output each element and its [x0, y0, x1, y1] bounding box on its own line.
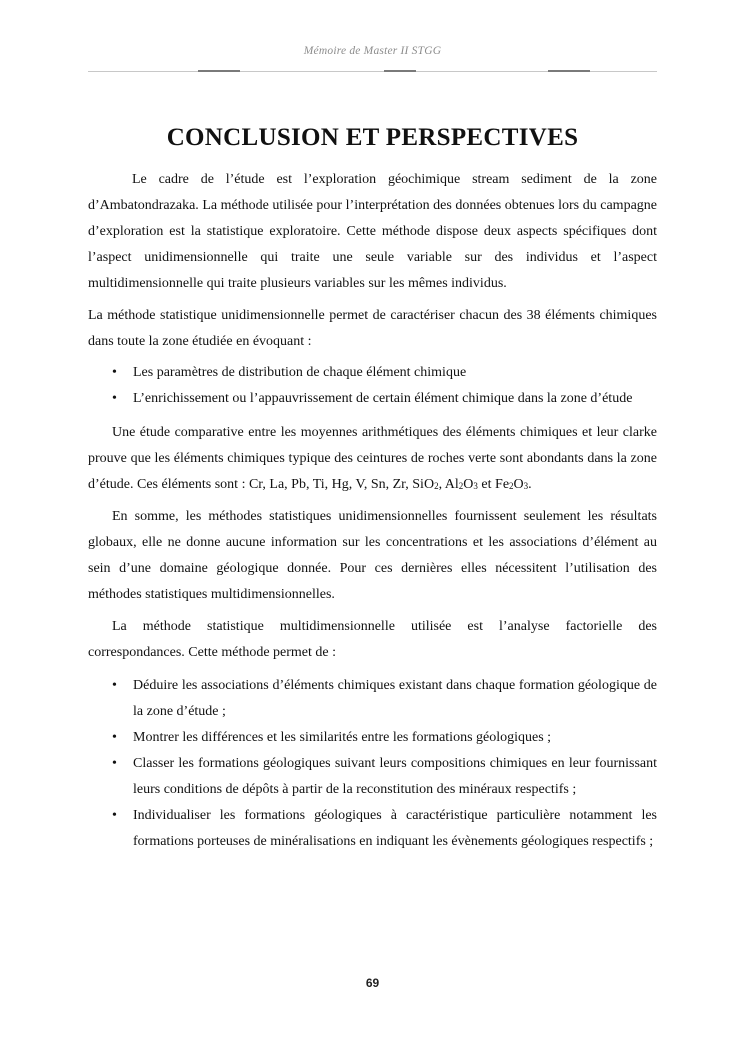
bullet-icon: •: [112, 730, 117, 745]
bullet-list-multidimensional: [88, 673, 657, 855]
list-item: [88, 386, 657, 412]
list-item-text: Déduire les associations d’éléments chimiques existant dans chaque formation géologique de la zone d’étude ;: [133, 678, 657, 719]
header-rule-accent: [198, 70, 240, 72]
bullet-icon: •: [112, 756, 117, 771]
list-item: [88, 725, 657, 751]
list-item-text: Les paramètres de distribution de chaque élément chimique: [133, 365, 467, 380]
chem-formula-sio2: SiO$_2$: [412, 477, 439, 492]
chem-formula-fe2o3: $Fe_2O_3$: [495, 477, 529, 492]
header-rule-accent: [548, 70, 590, 72]
paragraph-comparative-text: Une étude comparative entre les moyennes arithmétiques des éléments chimiques et leur clarke prouve que les éléments chimiques typique des ceintures de roches verte sont abondants dans la zone d’étude. Ces éléments sont : Cr, La, Pb, Ti, Hg, V, Sn, Zr,: [88, 425, 657, 492]
document-body: [88, 167, 657, 863]
bullet-icon: •: [112, 391, 117, 406]
page-number: 69: [365, 976, 380, 990]
page-title: CONCLUSION ET PERSPECTIVES: [166, 124, 579, 151]
list-item: [88, 751, 657, 803]
list-item-text: Montrer les différences et les similarités entre les formations géologiques ;: [133, 730, 552, 745]
bullet-icon: •: [112, 678, 117, 693]
bullet-list-unidimensional: [88, 360, 657, 412]
paragraph-comparative: Une étude comparative entre les moyennes arithmétiques des éléments chimiques et leur clarke prouve que les éléments chimiques typique des ceintures de roches verte sont abondants dans la zone d’étude. Ces éléments sont : Cr, La, Pb, Ti, Hg, V, Sn, Zr, SiO$_2$, $Al_2O_3$ et $Fe_2O_3$.: [88, 425, 657, 492]
list-item-text: Individualiser les formations géologiques à caractéristique particulière notamment les formations porteuses de minéralisations en indiquant les évènements géologiques respectifs ;: [133, 808, 657, 849]
header-rule-accent: [384, 70, 416, 72]
bullet-icon: •: [112, 808, 117, 823]
bullet-icon: •: [112, 365, 117, 380]
paragraph-intro: Le cadre de l’étude est l’exploration géochimique stream sediment de la zone d’Ambatondrazaka. La méthode utilisée pour l’interprétation des données obtenues lors du campagne d’exploration est la statistique exploratoire. Cette méthode dispose deux aspects spécifiques dont l’aspect unidimensionnelle qui traite une seule variable sur des individus et l’aspect multidimensionnelle qui traite plusieurs variables sur les mêmes individus.: [88, 172, 657, 291]
list-item-text: Classer les formations géologiques suivant leurs compositions chimiques en leur fournissant leurs conditions de dépôts à partir de la reconstitution des minéraux respectifs ;: [133, 756, 657, 797]
list-item-text: L’enrichissement ou l’appauvrissement de certain élément chimique dans la zone d’étude: [133, 391, 633, 406]
header-rule: [88, 71, 657, 72]
paragraph-multidimensional: La méthode statistique multidimensionnelle utilisée est l’analyse factorielle des correspondances. Cette méthode permet de :: [88, 619, 657, 660]
paragraph-summary: En somme, les méthodes statistiques unidimensionnelles fournissent seulement les résultats globaux, elle ne donne aucune information sur les concentrations et les associations d’élément au sein d’une domaine géologique donnée. Pour ces dernières elles nécessitent l’utilisation des méthodes statistiques multidimensionnelles.: [88, 509, 657, 602]
list-item: [88, 803, 657, 855]
paragraph-unidimensional: La méthode statistique unidimensionnelle permet de caractériser chacun des 38 éléments chimiques dans toute la zone étudiée en évoquant :: [88, 308, 657, 349]
running-header: Mémoire de Master II STGG: [303, 45, 442, 57]
chem-formula-al2o3: $Al_2O_3$: [444, 477, 478, 492]
list-item: [88, 673, 657, 725]
list-item: [88, 360, 657, 386]
